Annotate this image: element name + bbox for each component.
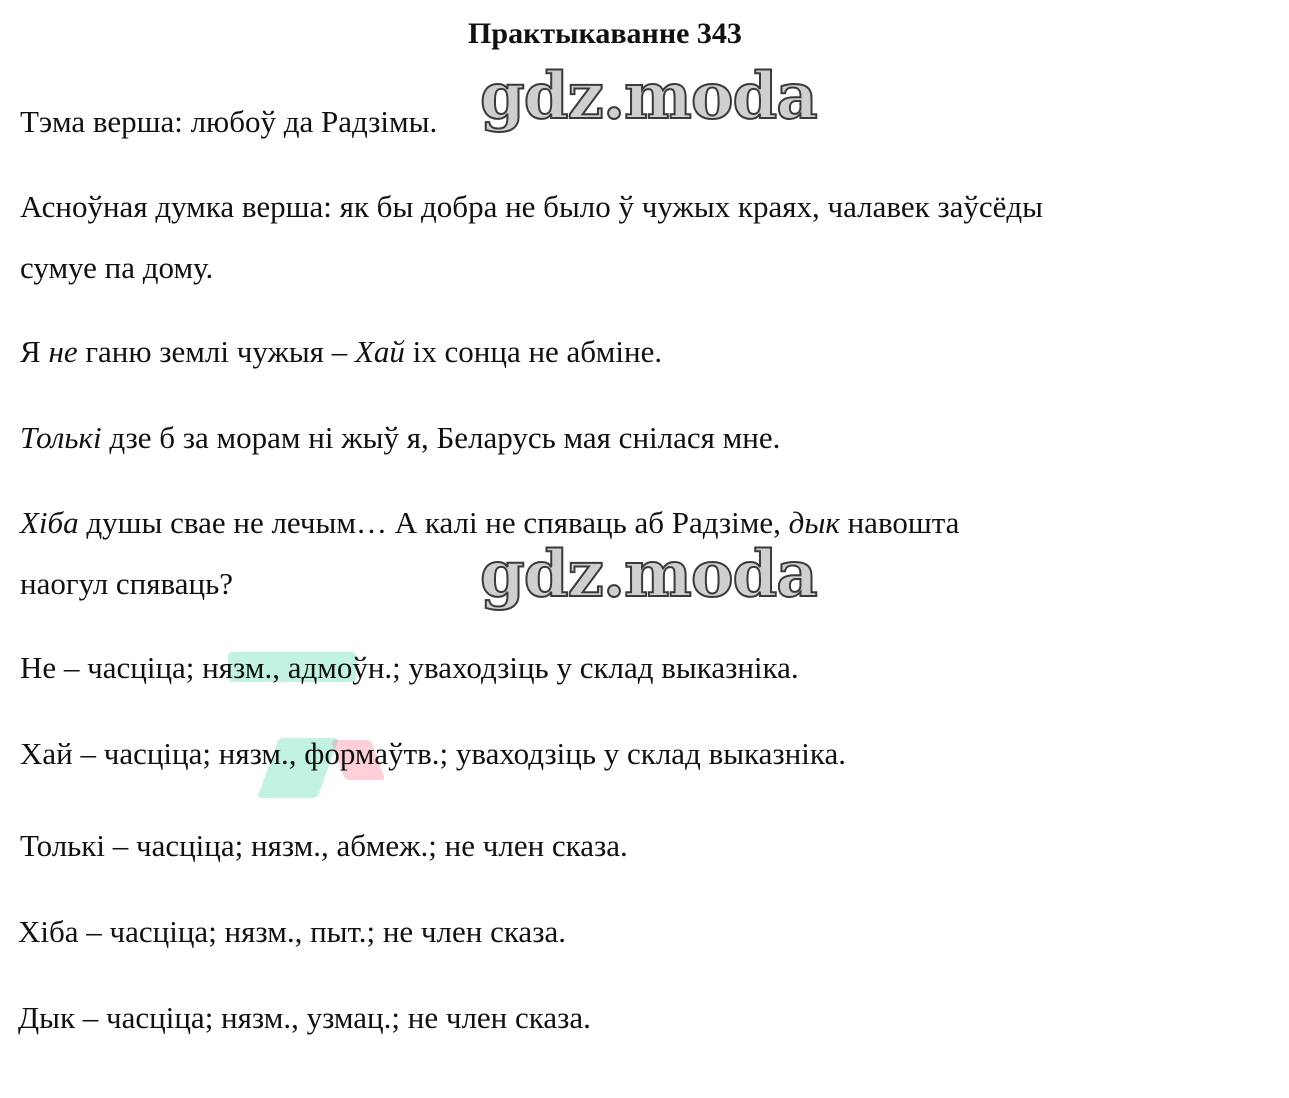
particle-highlight: Хіба — [20, 505, 79, 540]
watermark-logo: gdz.moda — [480, 537, 817, 612]
analysis-line: Хіба – часціца; нязм., пыт.; не член сказа. — [18, 914, 566, 949]
poem-line-4: наогул спяваць? — [20, 566, 234, 601]
poem-line-2 — [20, 418, 780, 458]
particle-highlight: не — [48, 334, 78, 369]
poem-text: Я — [20, 334, 49, 369]
analysis-line: Не – часціца; нязм., адмоўн.; уваходзіць у склад выказніка. — [20, 650, 799, 685]
watermark-logo: gdz.moda — [480, 59, 817, 134]
analysis-line: Хай – часціца; нязм., формаўтв.; уваходзіць у склад выказніка. — [20, 736, 846, 771]
theme-line: Тэма верша: любоў да Радзімы. — [20, 104, 438, 139]
poem-text: навошта — [839, 505, 960, 540]
main-idea-line-1: Асноўная думка верша: як бы добра не было ў чужых краях, чалавек заўсёды — [20, 189, 1044, 224]
main-idea-line-2: сумуе па дому. — [20, 250, 214, 285]
page-title: Практыкаванне 343 — [468, 17, 742, 50]
poem-line-1 — [20, 332, 662, 372]
particle-highlight: Хай — [354, 334, 405, 369]
poem-text: іх сонца не абміне. — [404, 334, 663, 369]
poem-text: ганю землі чужыя – — [77, 334, 355, 369]
analysis-line: Толькі – часціца; нязм., абмеж.; не член сказа. — [20, 828, 628, 863]
poem-text: душы свае не лечым… А калі не спяваць аб Радзіме, — [78, 505, 789, 540]
poem-text: дзе б за морам ні жыў я, Беларусь мая снілася мне. — [101, 420, 781, 455]
particle-highlight: Толькі — [20, 420, 102, 455]
analysis-line: Дык – часціца; нязм., узмац.; не член сказа. — [18, 1000, 591, 1035]
particle-highlight: дык — [788, 505, 840, 540]
